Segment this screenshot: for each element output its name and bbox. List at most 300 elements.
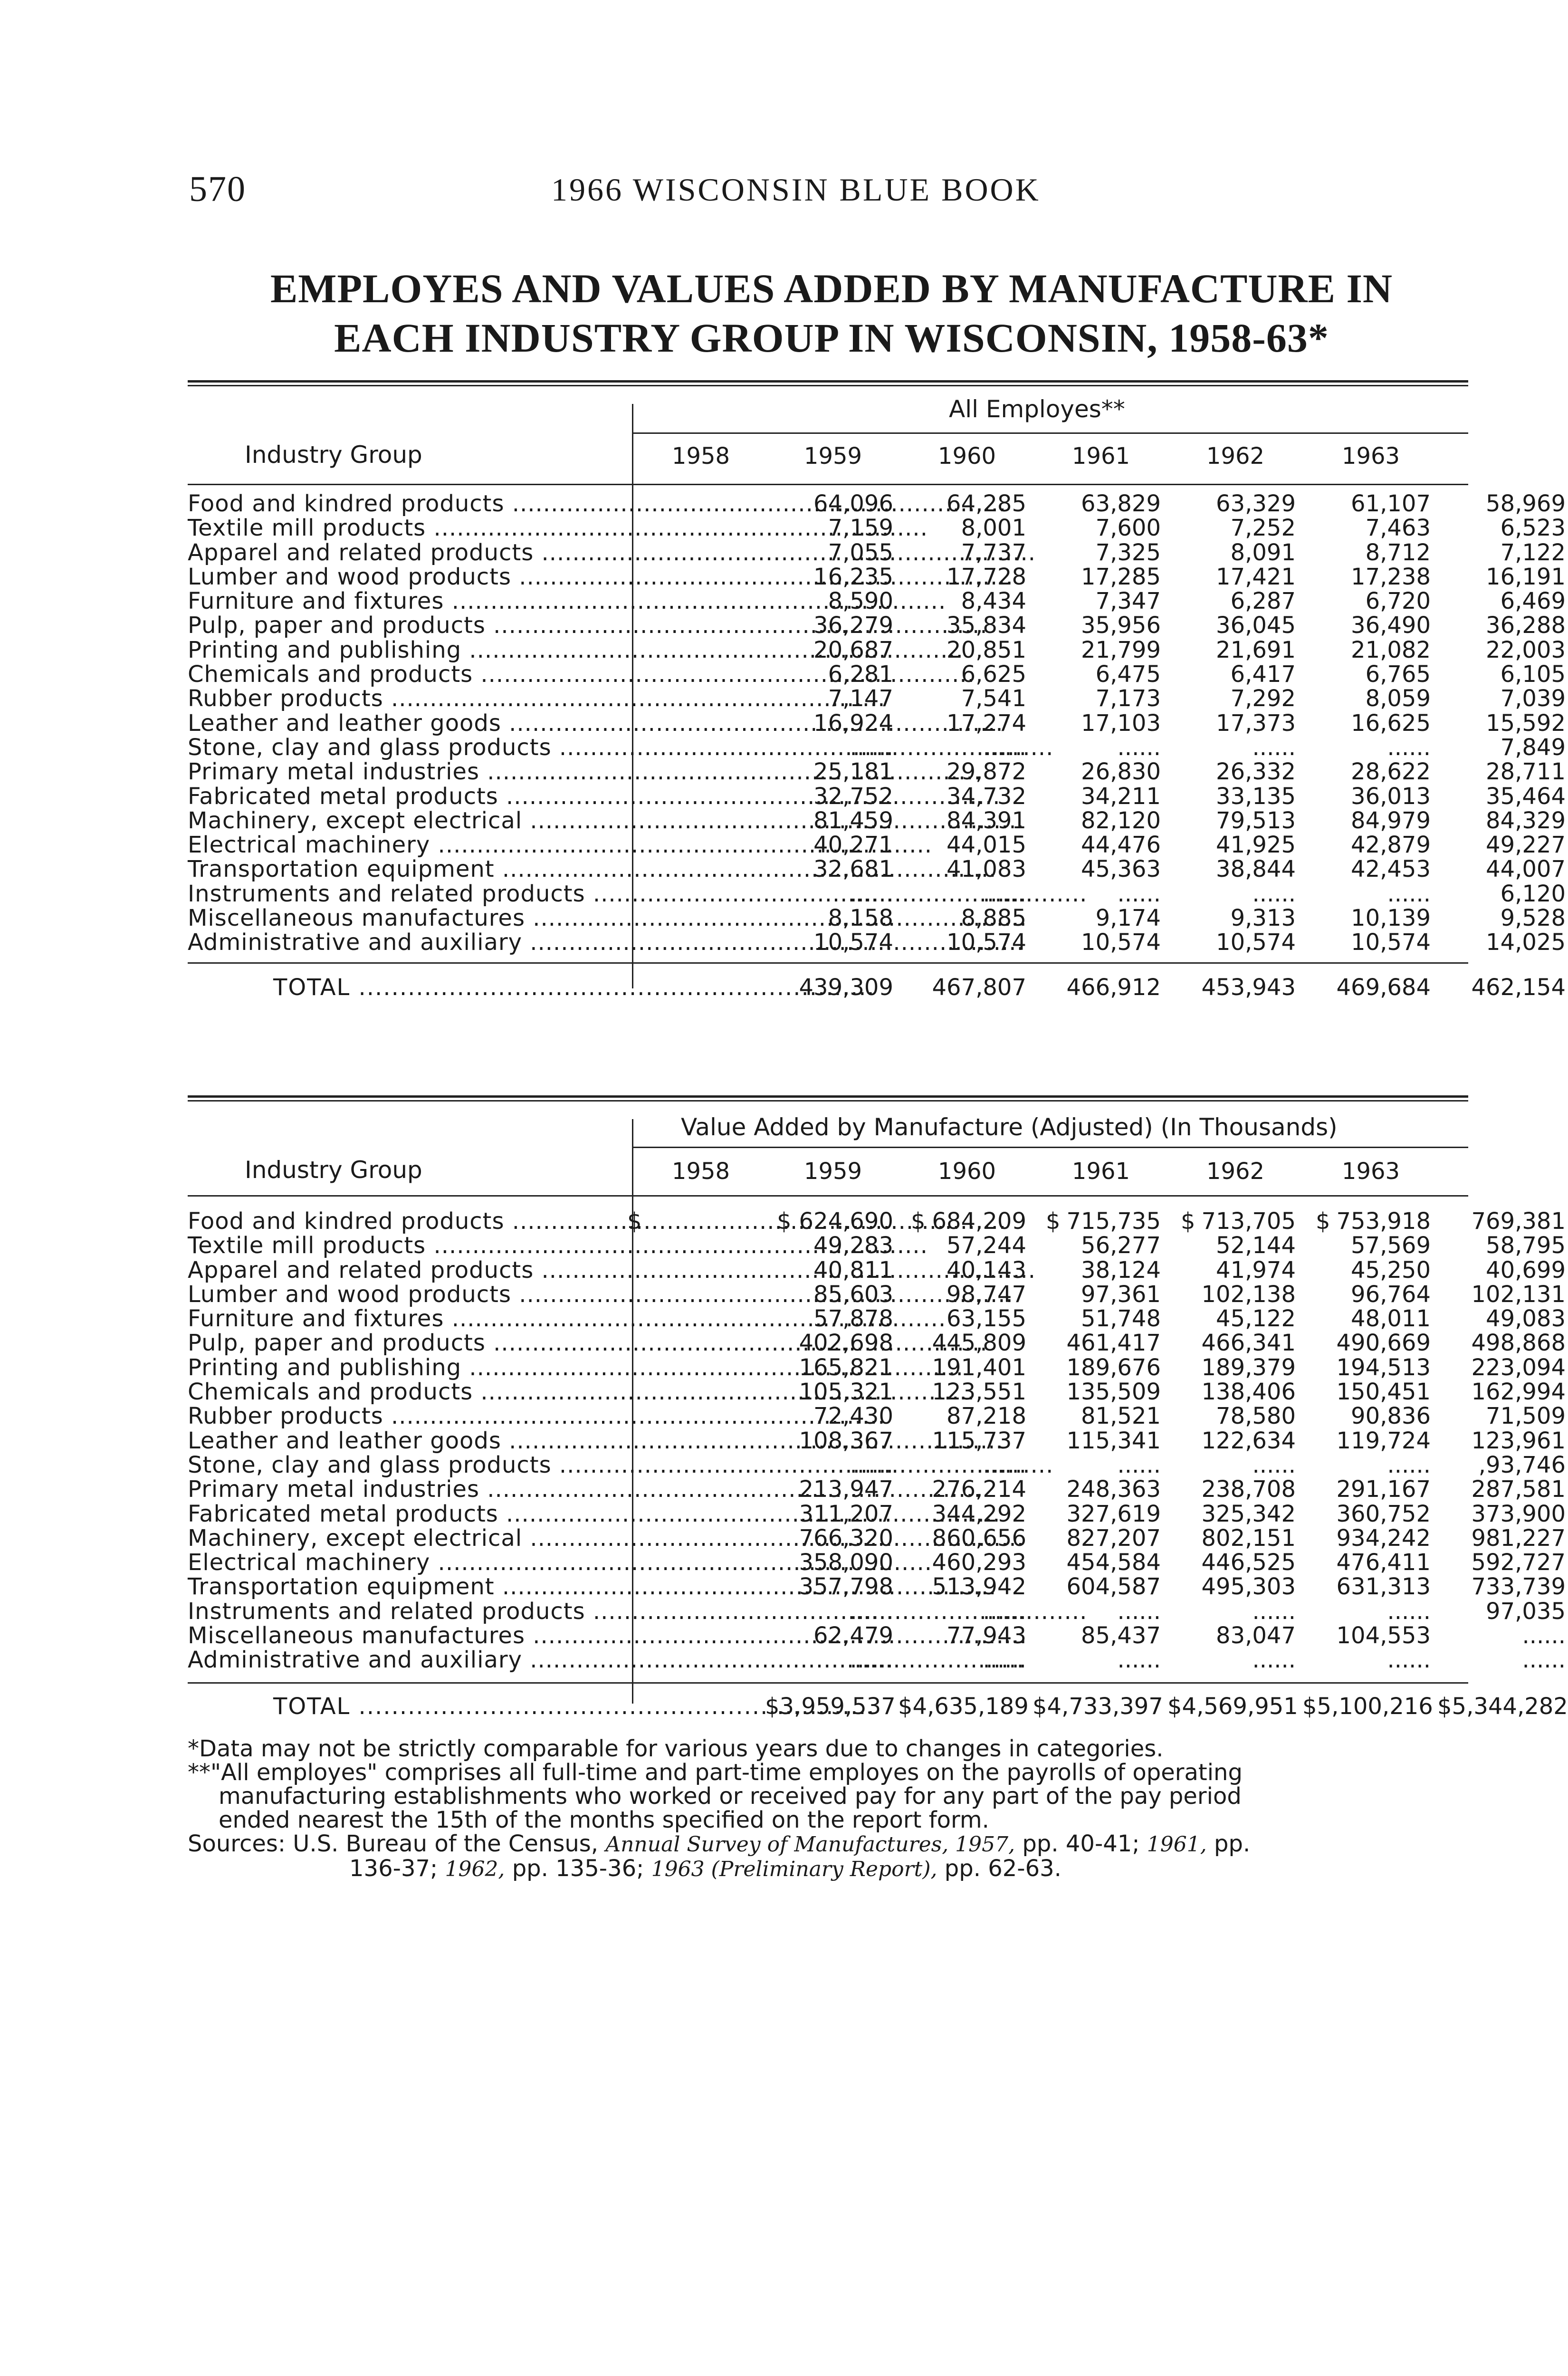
total-value: 439,309 bbox=[799, 974, 893, 1001]
cell-value: 78,580 bbox=[1216, 1403, 1296, 1430]
table-row bbox=[188, 1208, 1566, 1235]
industry-label: Fabricated metal products ..... bbox=[188, 785, 634, 809]
cell-value: 6,625 bbox=[961, 661, 1026, 688]
cell-value: ...... bbox=[1252, 1451, 1296, 1478]
year-header: 1962 bbox=[1206, 1158, 1265, 1185]
cell-value: 32,681 bbox=[813, 856, 893, 883]
cell-value: ...... bbox=[1252, 734, 1296, 761]
cell-value: 102,138 bbox=[1201, 1281, 1296, 1308]
table-row bbox=[188, 734, 1566, 761]
industry-label: Administrative and auxiliary ..... bbox=[188, 930, 634, 955]
cell-value: 165,821 bbox=[799, 1354, 893, 1381]
cell-value: 58,795 bbox=[1486, 1232, 1566, 1259]
cell-value: 402,698 bbox=[799, 1330, 893, 1357]
cell-value: 40,143 bbox=[947, 1256, 1026, 1284]
cell-value: 16,191 bbox=[1486, 563, 1566, 590]
industry-label: Rubber products ..... bbox=[188, 687, 634, 711]
cell-value: ...... bbox=[850, 734, 893, 761]
cell-value: ...... bbox=[850, 1598, 893, 1625]
footnotes bbox=[188, 1737, 1471, 1881]
cell-value: ...... bbox=[1387, 880, 1431, 907]
cell-value: 49,283 bbox=[813, 1232, 893, 1259]
cell-value: 45,122 bbox=[1216, 1305, 1296, 1332]
currency-symbol: $ bbox=[777, 1208, 792, 1235]
total-value: $4,733,397 bbox=[1033, 1693, 1163, 1720]
sources-year: 1962, bbox=[445, 1857, 505, 1881]
table-row bbox=[188, 1354, 1566, 1381]
cell-value: 8,434 bbox=[961, 588, 1026, 615]
table-row bbox=[188, 612, 1566, 639]
table-row bbox=[188, 856, 1566, 883]
cell-value: 8,590 bbox=[828, 588, 893, 615]
industry-label: Machinery, except electrical ..... bbox=[188, 809, 634, 833]
cell-value: 63,329 bbox=[1216, 490, 1296, 517]
cell-value: 57,569 bbox=[1351, 1232, 1431, 1259]
cell-value: 766,320 bbox=[799, 1524, 893, 1552]
cell-value: 58,969 bbox=[1486, 490, 1566, 517]
cell-value: 150,451 bbox=[1336, 1379, 1431, 1406]
table-row bbox=[188, 807, 1566, 834]
industry-label: Stone, clay and glass products ..... bbox=[188, 736, 634, 760]
cell-value: 48,011 bbox=[1351, 1305, 1431, 1332]
span-header-rule bbox=[632, 432, 1468, 434]
industry-label: Miscellaneous manufactures ..... bbox=[188, 1624, 634, 1648]
total-value: 453,943 bbox=[1201, 974, 1296, 1001]
cell-value: 42,879 bbox=[1351, 832, 1431, 859]
cell-value: 25,181 bbox=[813, 758, 893, 786]
cell-value: 498,868 bbox=[1471, 1330, 1566, 1357]
cell-value: ...... bbox=[983, 1647, 1026, 1674]
cell-value: 26,830 bbox=[1081, 758, 1161, 786]
cell-value: 64,096 bbox=[813, 490, 893, 517]
cell-value: 22,003 bbox=[1486, 636, 1566, 663]
cell-value: 123,961 bbox=[1471, 1427, 1566, 1454]
span-header: All Employes** bbox=[949, 395, 1125, 423]
sources-prefix: Sources: U.S. Bureau of the Census, bbox=[188, 1830, 599, 1857]
cell-value: 8,712 bbox=[1365, 539, 1431, 566]
cell-value: 17,421 bbox=[1216, 563, 1296, 590]
cell-value: 17,373 bbox=[1216, 709, 1296, 737]
table-row bbox=[188, 1232, 1566, 1259]
industry-label: Pulp, paper and products ..... bbox=[188, 1331, 634, 1355]
cell-value: 631,313 bbox=[1336, 1573, 1431, 1600]
page-header bbox=[0, 169, 1543, 211]
cell-value: 98,747 bbox=[947, 1281, 1026, 1308]
cell-value: ...... bbox=[1252, 1598, 1296, 1625]
cell-value: 41,083 bbox=[947, 856, 1026, 883]
employees-rows bbox=[188, 490, 1566, 956]
cell-value: 6,287 bbox=[1230, 588, 1296, 615]
cell-value: 7,325 bbox=[1095, 539, 1161, 566]
cell-value: 8,158 bbox=[828, 905, 893, 932]
cell-value: 827,207 bbox=[1066, 1524, 1161, 1552]
cell-value: 26,332 bbox=[1216, 758, 1296, 786]
table-row bbox=[188, 1379, 1566, 1406]
table-row bbox=[188, 758, 1566, 786]
table-row bbox=[188, 832, 1566, 859]
cell-value: 684,209 bbox=[932, 1208, 1026, 1235]
cell-value: 44,015 bbox=[947, 832, 1026, 859]
table-rule bbox=[188, 380, 1468, 383]
cell-value: 7,849 bbox=[1500, 734, 1566, 761]
cell-value: 64,285 bbox=[947, 490, 1026, 517]
cell-value: 8,059 bbox=[1365, 685, 1431, 712]
industry-label: Apparel and related products ..... bbox=[188, 1258, 634, 1283]
table-row bbox=[188, 1647, 1566, 1674]
span-header: Value Added by Manufacture (Adjusted) (In Thousands) bbox=[681, 1113, 1338, 1141]
cell-value: 36,288 bbox=[1486, 612, 1566, 639]
cell-value: 7,292 bbox=[1230, 685, 1296, 712]
cell-value: 108,367 bbox=[799, 1427, 893, 1454]
table-row bbox=[188, 636, 1566, 663]
footnote-2-line-1: **"All employes" comprises all full-time and part-time employes on the payrolls of operating bbox=[188, 1759, 1243, 1786]
cell-value: 9,528 bbox=[1500, 905, 1566, 932]
industry-label: Stone, clay and glass products ..... bbox=[188, 1453, 634, 1477]
cell-value: 753,918 bbox=[1336, 1208, 1431, 1235]
cell-value: 6,417 bbox=[1230, 661, 1296, 688]
industry-label: Primary metal industries ..... bbox=[188, 1477, 634, 1502]
year-header: 1963 bbox=[1341, 1158, 1400, 1185]
cell-value: 17,285 bbox=[1081, 563, 1161, 590]
title-line-1: EMPLOYES AND VALUES ADDED BY MANUFACTURE IN bbox=[270, 266, 1393, 311]
cell-value: 85,603 bbox=[813, 1281, 893, 1308]
cell-value: 10,574 bbox=[1351, 929, 1431, 956]
cell-value: 34,211 bbox=[1081, 783, 1161, 810]
cell-value: 291,167 bbox=[1336, 1476, 1431, 1503]
industry-label: Electrical machinery ..... bbox=[188, 833, 634, 857]
cell-value: 42,453 bbox=[1351, 856, 1431, 883]
cell-value: 21,691 bbox=[1216, 636, 1296, 663]
cell-value: 104,553 bbox=[1336, 1622, 1431, 1649]
cell-value: 604,587 bbox=[1066, 1573, 1161, 1600]
cell-value: 490,669 bbox=[1336, 1330, 1431, 1357]
cell-value: 6,105 bbox=[1500, 661, 1566, 688]
table-row bbox=[188, 661, 1566, 688]
cell-value: 8,885 bbox=[961, 905, 1026, 932]
cell-value: 105,321 bbox=[799, 1379, 893, 1406]
table-row bbox=[188, 539, 1566, 566]
table-row bbox=[188, 1451, 1566, 1478]
total-label: TOTAL ..... bbox=[273, 1693, 682, 1720]
cell-value: 860,656 bbox=[932, 1524, 1026, 1552]
cell-value: 36,279 bbox=[813, 612, 893, 639]
cell-value: 20,687 bbox=[813, 636, 893, 663]
footnote-2-line-3: ended nearest the 15th of the months specified on the report form. bbox=[219, 1807, 989, 1833]
cell-value: 9,174 bbox=[1095, 905, 1161, 932]
industry-label: Apparel and related products ..... bbox=[188, 541, 634, 565]
year-header: 1958 bbox=[671, 443, 730, 469]
cell-value: 213,947 bbox=[799, 1476, 893, 1503]
year-header: 1958 bbox=[671, 1158, 730, 1185]
cell-value: 63,829 bbox=[1081, 490, 1161, 517]
cell-value: 476,411 bbox=[1336, 1549, 1431, 1576]
cell-value: 287,581 bbox=[1471, 1476, 1566, 1503]
cell-value: 934,242 bbox=[1336, 1524, 1431, 1552]
cell-value: ...... bbox=[983, 1451, 1026, 1478]
cell-value: 97,361 bbox=[1081, 1281, 1161, 1308]
cell-value: 16,924 bbox=[813, 709, 893, 737]
industry-label: Textile mill products ..... bbox=[188, 516, 634, 540]
cell-value: 7,122 bbox=[1500, 539, 1566, 566]
cell-value: 194,513 bbox=[1336, 1354, 1431, 1381]
cell-value: 20,851 bbox=[947, 636, 1026, 663]
cell-value: 81,459 bbox=[813, 807, 893, 834]
cell-value: 56,277 bbox=[1081, 1232, 1161, 1259]
table-row bbox=[188, 1500, 1566, 1527]
cell-value: ...... bbox=[983, 1598, 1026, 1625]
sources-pages: pp. 135-36; bbox=[512, 1855, 644, 1882]
cell-value: ...... bbox=[1117, 1647, 1161, 1674]
currency-symbol: $ bbox=[1316, 1208, 1330, 1235]
value-added-rows bbox=[188, 1208, 1566, 1674]
industry-label: Leather and leather goods ..... bbox=[188, 1429, 634, 1453]
cell-value: 35,464 bbox=[1486, 783, 1566, 810]
table-rule bbox=[188, 962, 1468, 964]
cell-value: 119,724 bbox=[1336, 1427, 1431, 1454]
cell-value: 360,752 bbox=[1336, 1500, 1431, 1527]
cell-value: ...... bbox=[983, 880, 1026, 907]
industry-label: Textile mill products ..... bbox=[188, 1234, 634, 1258]
cell-value: ...... bbox=[1522, 1647, 1566, 1674]
cell-value: 62,479 bbox=[813, 1622, 893, 1649]
cell-value: 238,708 bbox=[1201, 1476, 1296, 1503]
cell-value: 8,091 bbox=[1230, 539, 1296, 566]
table-rule bbox=[188, 1195, 1468, 1197]
cell-value: ...... bbox=[983, 734, 1026, 761]
cell-value: 358,090 bbox=[799, 1549, 893, 1576]
cell-value: 7,055 bbox=[828, 539, 893, 566]
page-title bbox=[181, 264, 1482, 363]
sources-pages: pp. 40-41; bbox=[1022, 1830, 1140, 1857]
industry-label: Instruments and related products ..... bbox=[188, 882, 634, 906]
cell-value: 36,013 bbox=[1351, 783, 1431, 810]
cell-value: 72,430 bbox=[813, 1403, 893, 1430]
cell-value: 189,676 bbox=[1066, 1354, 1161, 1381]
cell-value: 7,173 bbox=[1095, 685, 1161, 712]
cell-value: 85,437 bbox=[1081, 1622, 1161, 1649]
industry-label: Printing and publishing ..... bbox=[188, 1356, 634, 1380]
sources-publication: Annual Survey of Manufactures, 1957, bbox=[605, 1832, 1015, 1857]
industry-label: Rubber products ..... bbox=[188, 1404, 634, 1428]
cell-value: 44,476 bbox=[1081, 832, 1161, 859]
cell-value: 79,513 bbox=[1216, 807, 1296, 834]
cell-value: 34,732 bbox=[947, 783, 1026, 810]
table-row bbox=[188, 880, 1566, 907]
total-value: 462,154 bbox=[1471, 974, 1566, 1001]
cell-value: 87,218 bbox=[947, 1403, 1026, 1430]
cell-value: 49,227 bbox=[1486, 832, 1566, 859]
cell-value: 7,252 bbox=[1230, 515, 1296, 542]
total-value: 469,684 bbox=[1336, 974, 1431, 1001]
cell-value: 6,720 bbox=[1365, 588, 1431, 615]
cell-value: ...... bbox=[1387, 1598, 1431, 1625]
industry-label: Lumber and wood products ..... bbox=[188, 565, 634, 589]
table-row bbox=[188, 1573, 1566, 1600]
cell-value: 357,798 bbox=[799, 1573, 893, 1600]
total-value: 467,807 bbox=[932, 974, 1026, 1001]
cell-value: 7,737 bbox=[961, 539, 1026, 566]
cell-value: 77,943 bbox=[947, 1622, 1026, 1649]
cell-value: 96,764 bbox=[1351, 1281, 1431, 1308]
cell-value: 61,107 bbox=[1351, 490, 1431, 517]
industry-label: Printing and publishing ..... bbox=[188, 638, 634, 662]
table-row bbox=[188, 1476, 1566, 1503]
cell-value: 97,035 bbox=[1486, 1598, 1566, 1625]
table-rule bbox=[188, 385, 1468, 386]
cell-value: 446,525 bbox=[1201, 1549, 1296, 1576]
table-rule bbox=[188, 1095, 1468, 1098]
cell-value: 10,574 bbox=[947, 929, 1026, 956]
industry-label: Leather and leather goods ..... bbox=[188, 711, 634, 736]
cell-value: 123,551 bbox=[932, 1379, 1026, 1406]
cell-value: 513,942 bbox=[932, 1573, 1026, 1600]
year-header: 1959 bbox=[803, 1158, 862, 1185]
span-header-rule bbox=[632, 1147, 1468, 1148]
cell-value: 36,490 bbox=[1351, 612, 1431, 639]
cell-value: 84,979 bbox=[1351, 807, 1431, 834]
table-row bbox=[188, 905, 1566, 932]
cell-value: 327,619 bbox=[1066, 1500, 1161, 1527]
sources-pages: pp. bbox=[1214, 1830, 1251, 1857]
cell-value: 138,406 bbox=[1201, 1379, 1296, 1406]
cell-value: 115,737 bbox=[932, 1427, 1026, 1454]
cell-value: 7,347 bbox=[1095, 588, 1161, 615]
cell-value: ,93,746 bbox=[1478, 1451, 1566, 1478]
cell-value: 45,250 bbox=[1351, 1256, 1431, 1284]
cell-value: 71,509 bbox=[1486, 1403, 1566, 1430]
cell-value: 41,925 bbox=[1216, 832, 1296, 859]
total-row bbox=[188, 974, 1566, 1003]
industry-label: Furniture and fixtures ..... bbox=[188, 1307, 634, 1331]
cell-value: 40,699 bbox=[1486, 1256, 1566, 1284]
cell-value: 6,765 bbox=[1365, 661, 1431, 688]
cell-value: ...... bbox=[850, 880, 893, 907]
year-header: 1961 bbox=[1071, 1158, 1130, 1185]
table-rule bbox=[188, 484, 1468, 485]
cell-value: 17,274 bbox=[947, 709, 1026, 737]
cell-value: 981,227 bbox=[1471, 1524, 1566, 1552]
cell-value: 10,574 bbox=[1081, 929, 1161, 956]
cell-value: 8,001 bbox=[961, 515, 1026, 542]
cell-value: 6,523 bbox=[1500, 515, 1566, 542]
table-row bbox=[188, 1524, 1566, 1552]
cell-value: 14,025 bbox=[1486, 929, 1566, 956]
cell-value: ...... bbox=[1522, 1622, 1566, 1649]
industry-label: Primary metal industries ..... bbox=[188, 760, 634, 784]
cell-value: 63,155 bbox=[947, 1305, 1026, 1332]
table-row bbox=[188, 1598, 1566, 1625]
cell-value: 624,690 bbox=[799, 1208, 893, 1235]
value-added-table bbox=[188, 1095, 1568, 1732]
cell-value: 223,094 bbox=[1471, 1354, 1566, 1381]
table-rule bbox=[188, 1682, 1468, 1684]
cell-value: ...... bbox=[1252, 1647, 1296, 1674]
cell-value: 7,600 bbox=[1095, 515, 1161, 542]
year-header: 1960 bbox=[937, 1158, 996, 1185]
cell-value: 41,974 bbox=[1216, 1256, 1296, 1284]
cell-value: 454,584 bbox=[1066, 1549, 1161, 1576]
cell-value: 276,214 bbox=[932, 1476, 1026, 1503]
cell-value: 15,592 bbox=[1486, 709, 1566, 737]
year-header: 1961 bbox=[1071, 443, 1130, 469]
cell-value: 40,811 bbox=[813, 1256, 893, 1284]
cell-value: ...... bbox=[1387, 734, 1431, 761]
cell-value: 16,625 bbox=[1351, 709, 1431, 737]
cell-value: 38,844 bbox=[1216, 856, 1296, 883]
year-header: 1959 bbox=[803, 443, 862, 469]
cell-value: 102,131 bbox=[1471, 1281, 1566, 1308]
cell-value: 135,509 bbox=[1066, 1379, 1161, 1406]
cell-value: 44,007 bbox=[1486, 856, 1566, 883]
cell-value: 33,135 bbox=[1216, 783, 1296, 810]
industry-label: Chemicals and products ..... bbox=[188, 662, 634, 687]
cell-value: 344,292 bbox=[932, 1500, 1026, 1527]
table-row bbox=[188, 1256, 1566, 1284]
table-row bbox=[188, 1427, 1566, 1454]
total-value: $5,100,216 bbox=[1302, 1693, 1433, 1720]
industry-label: Furniture and fixtures ..... bbox=[188, 589, 634, 613]
employees-table bbox=[188, 380, 1566, 1012]
cell-value: 115,341 bbox=[1066, 1427, 1161, 1454]
cell-value: 17,103 bbox=[1081, 709, 1161, 737]
cell-value: 35,956 bbox=[1081, 612, 1161, 639]
cell-value: 6,475 bbox=[1095, 661, 1161, 688]
cell-value: 191,401 bbox=[932, 1354, 1026, 1381]
industry-group-header: Industry Group bbox=[245, 441, 422, 469]
industry-label: Lumber and wood products ..... bbox=[188, 1283, 634, 1307]
year-header: 1960 bbox=[937, 443, 996, 469]
cell-value: 28,622 bbox=[1351, 758, 1431, 786]
cell-value: ...... bbox=[1252, 880, 1296, 907]
cell-value: 461,417 bbox=[1066, 1330, 1161, 1357]
industry-label: Administrative and auxiliary ..... bbox=[188, 1648, 634, 1672]
industry-label: Food and kindred products ..... bbox=[188, 492, 634, 516]
cell-value: 10,574 bbox=[813, 929, 893, 956]
total-row bbox=[188, 1693, 1568, 1722]
cell-value: 28,711 bbox=[1486, 758, 1566, 786]
industry-label: Machinery, except electrical ..... bbox=[188, 1526, 634, 1551]
table-row bbox=[188, 709, 1566, 737]
cell-value: ...... bbox=[1117, 880, 1161, 907]
cell-value: ...... bbox=[850, 1451, 893, 1478]
currency-symbol: $ bbox=[1046, 1208, 1061, 1235]
cell-value: 52,144 bbox=[1216, 1232, 1296, 1259]
cell-value: ...... bbox=[1117, 1598, 1161, 1625]
cell-value: 445,809 bbox=[932, 1330, 1026, 1357]
page-number: 570 bbox=[189, 169, 246, 209]
cell-value: 466,341 bbox=[1201, 1330, 1296, 1357]
cell-value: 17,728 bbox=[947, 563, 1026, 590]
table-row bbox=[188, 1281, 1566, 1308]
cell-value: 6,469 bbox=[1500, 588, 1566, 615]
cell-value: 189,379 bbox=[1201, 1354, 1296, 1381]
industry-label: Pulp, paper and products ..... bbox=[188, 613, 634, 638]
table-row bbox=[188, 1549, 1566, 1576]
table-row bbox=[188, 685, 1566, 712]
table-row bbox=[188, 1330, 1566, 1357]
cell-value: 82,120 bbox=[1081, 807, 1161, 834]
cell-value: 35,834 bbox=[947, 612, 1026, 639]
cell-value: 248,363 bbox=[1066, 1476, 1161, 1503]
cell-value: 162,994 bbox=[1471, 1379, 1566, 1406]
industry-label: Food and kindred products ..... bbox=[188, 1209, 634, 1234]
cell-value: 733,739 bbox=[1471, 1573, 1566, 1600]
cell-value: 495,303 bbox=[1201, 1573, 1296, 1600]
industry-group-header: Industry Group bbox=[245, 1156, 422, 1184]
cell-value: 57,878 bbox=[813, 1305, 893, 1332]
cell-value: 32,752 bbox=[813, 783, 893, 810]
cell-value: 713,705 bbox=[1201, 1208, 1296, 1235]
